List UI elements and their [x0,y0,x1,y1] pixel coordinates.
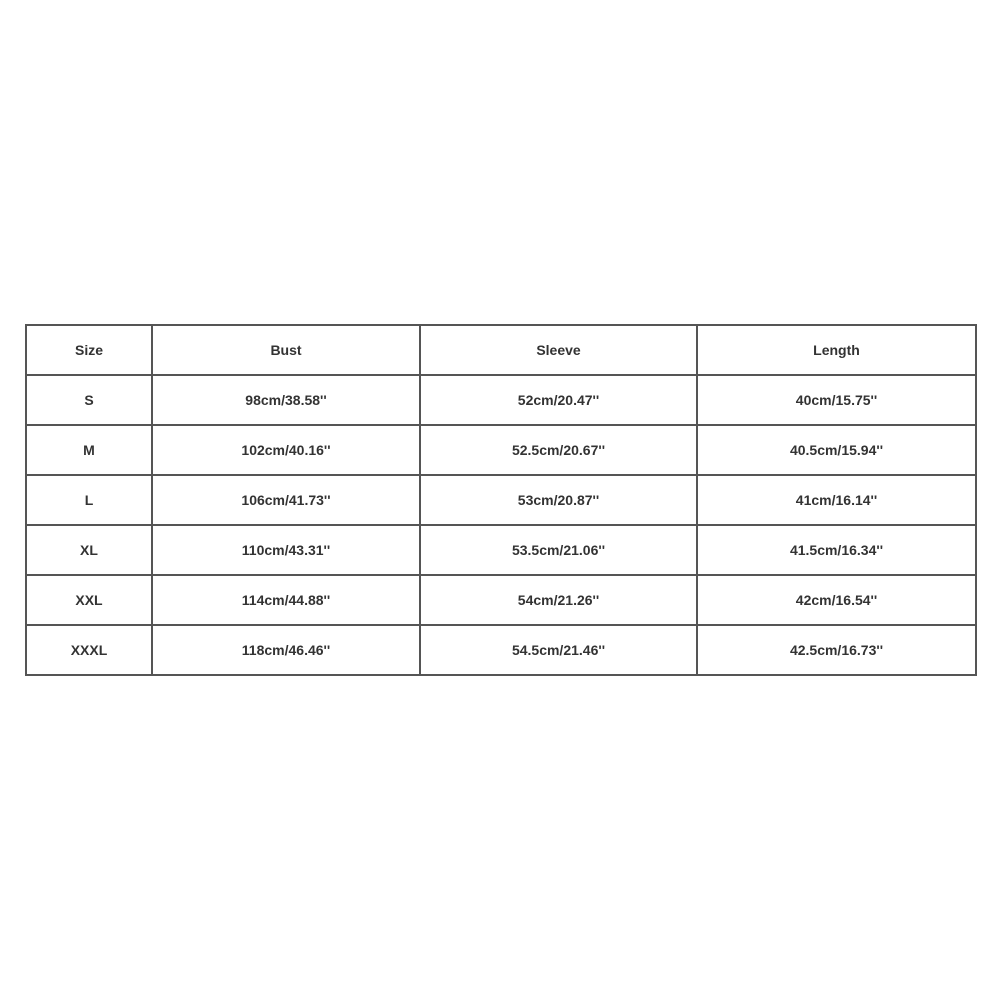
header-row [26,325,976,375]
cell-size: M [26,425,152,475]
cell-bust: 118cm/46.46'' [152,625,420,675]
cell-bust: 106cm/41.73'' [152,475,420,525]
cell-length: 41cm/16.14'' [697,475,976,525]
cell-length: 42cm/16.54'' [697,575,976,625]
cell-sleeve: 54.5cm/21.46'' [420,625,697,675]
cell-sleeve: 52cm/20.47'' [420,375,697,425]
header-length: Length [697,325,976,375]
table-row [26,425,976,475]
table-row [26,475,976,525]
cell-length: 42.5cm/16.73'' [697,625,976,675]
cell-bust: 98cm/38.58'' [152,375,420,425]
cell-size: L [26,475,152,525]
cell-sleeve: 53.5cm/21.06'' [420,525,697,575]
cell-size: XL [26,525,152,575]
cell-length: 40cm/15.75'' [697,375,976,425]
cell-size: XXL [26,575,152,625]
table-row [26,625,976,675]
cell-size: XXXL [26,625,152,675]
cell-bust: 110cm/43.31'' [152,525,420,575]
header-sleeve: Sleeve [420,325,697,375]
cell-bust: 114cm/44.88'' [152,575,420,625]
size-chart-table [25,324,977,676]
cell-bust: 102cm/40.16'' [152,425,420,475]
table-row [26,575,976,625]
header-size: Size [26,325,152,375]
table-row [26,375,976,425]
cell-length: 40.5cm/15.94'' [697,425,976,475]
header-bust: Bust [152,325,420,375]
cell-sleeve: 54cm/21.26'' [420,575,697,625]
cell-size: S [26,375,152,425]
cell-sleeve: 53cm/20.87'' [420,475,697,525]
cell-sleeve: 52.5cm/20.67'' [420,425,697,475]
cell-length: 41.5cm/16.34'' [697,525,976,575]
table-row [26,525,976,575]
